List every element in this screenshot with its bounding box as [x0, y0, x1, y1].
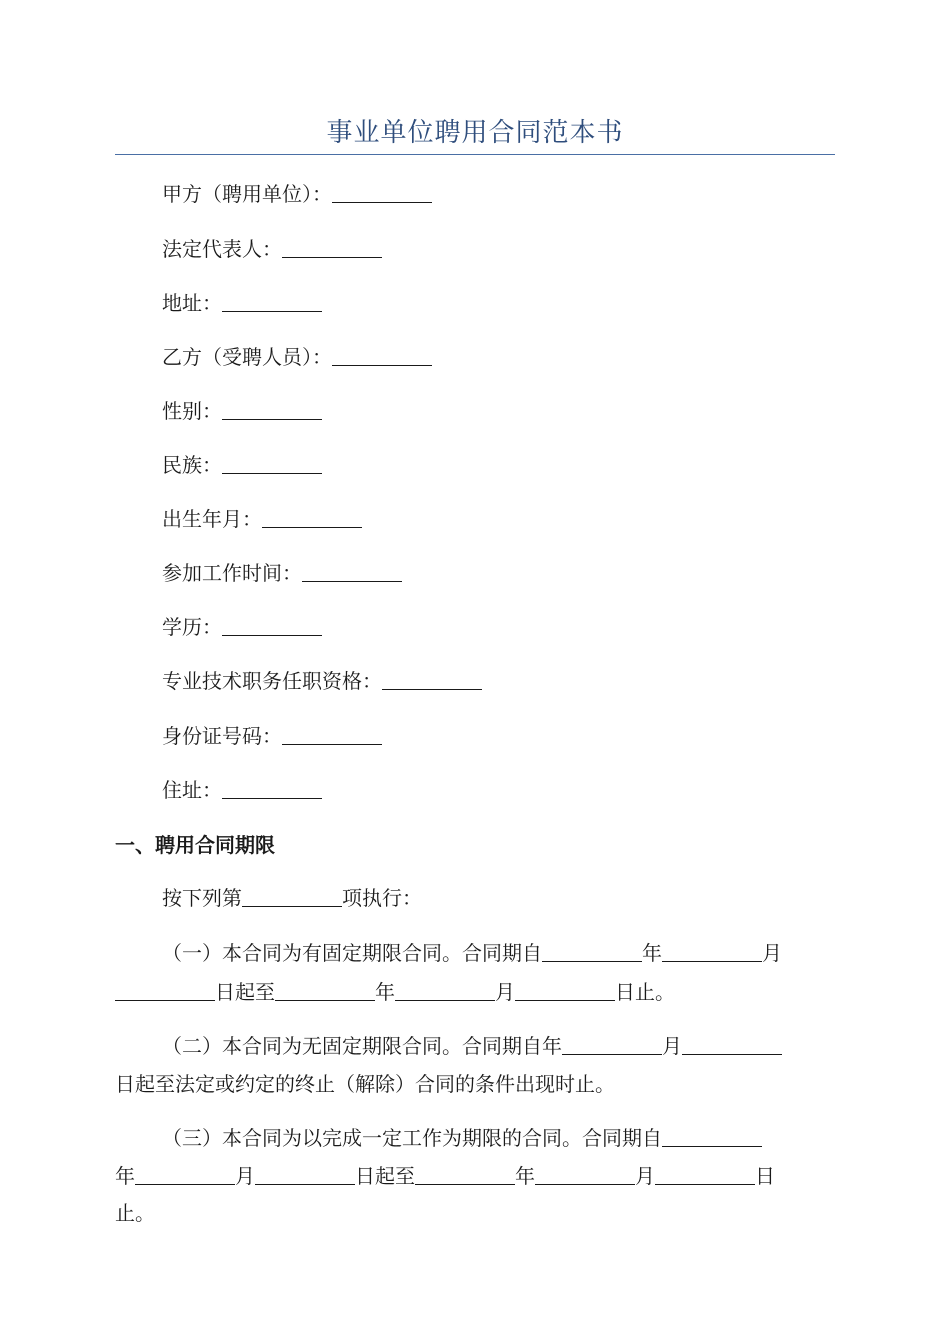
clause-text: 日起至	[355, 1164, 415, 1188]
blank-line[interactable]	[382, 669, 482, 690]
field-ethnicity	[162, 452, 322, 478]
clause-3-line-2	[115, 1163, 775, 1189]
blank-line[interactable]	[275, 980, 375, 1001]
blank-line[interactable]	[395, 980, 495, 1001]
clause-text: 年	[642, 941, 662, 965]
blank-line[interactable]	[222, 399, 322, 420]
blank-line[interactable]	[332, 182, 432, 203]
intro-text: 按下列第	[162, 886, 242, 910]
clause-1-line-1	[162, 940, 782, 966]
clause-text: 年	[375, 980, 395, 1004]
blank-line[interactable]	[515, 980, 615, 1001]
title-underline	[115, 154, 835, 155]
clause-2-line-1	[162, 1033, 782, 1059]
clause-3-line-3: 止。	[115, 1201, 155, 1225]
blank-line[interactable]	[282, 724, 382, 745]
section-heading: 一、聘用合同期限	[115, 833, 275, 857]
field-gender	[162, 398, 322, 424]
clause-text: （一）本合同为有固定期限合同。合同期自	[162, 941, 542, 965]
blank-line[interactable]	[302, 561, 402, 582]
clause-text: 月	[762, 941, 782, 965]
blank-line[interactable]	[115, 980, 215, 1001]
blank-line[interactable]	[222, 615, 322, 636]
blank-line[interactable]	[282, 237, 382, 258]
clause-2-line-2: 日起至法定或约定的终止（解除）合同的条件出现时止。	[115, 1072, 615, 1096]
clause-text: 月	[495, 980, 515, 1004]
field-label: 乙方（受聘人员）：	[162, 345, 332, 369]
blank-line[interactable]	[415, 1164, 515, 1185]
field-party-b	[162, 344, 432, 370]
field-id-number	[162, 723, 382, 749]
clause-text: 月	[635, 1164, 655, 1188]
field-professional-title	[162, 668, 482, 694]
blank-line[interactable]	[135, 1164, 235, 1185]
field-label: 性别：	[162, 399, 222, 423]
blank-line[interactable]	[655, 1164, 755, 1185]
blank-line[interactable]	[242, 886, 342, 907]
clause-text: 月	[235, 1164, 255, 1188]
field-party-a	[162, 181, 432, 207]
field-address	[162, 290, 322, 316]
field-label: 学历：	[162, 615, 222, 639]
field-label: 住址：	[162, 778, 222, 802]
clause-1-line-2	[115, 979, 675, 1005]
blank-line[interactable]	[562, 1034, 662, 1055]
clause-text: 年	[115, 1164, 135, 1188]
blank-line[interactable]	[332, 345, 432, 366]
field-label: 甲方（聘用单位）：	[162, 182, 332, 206]
field-label: 身份证号码：	[162, 724, 282, 748]
field-label: 出生年月：	[162, 507, 262, 531]
field-label: 民族：	[162, 453, 222, 477]
blank-line[interactable]	[535, 1164, 635, 1185]
field-label: 专业技术职务任职资格：	[162, 669, 382, 693]
blank-line[interactable]	[222, 453, 322, 474]
field-label: 地址：	[162, 291, 222, 315]
document-title: 事业单位聘用合同范本书	[326, 118, 624, 148]
field-residence	[162, 777, 322, 803]
blank-line[interactable]	[222, 778, 322, 799]
blank-line[interactable]	[222, 291, 322, 312]
clause-text: 日止。	[615, 980, 675, 1004]
blank-line[interactable]	[262, 507, 362, 528]
clause-text: 日	[755, 1164, 775, 1188]
field-work-start-date	[162, 560, 402, 586]
field-education	[162, 614, 322, 640]
field-label: 法定代表人：	[162, 237, 282, 261]
blank-line[interactable]	[662, 941, 762, 962]
clause-text: 年	[515, 1164, 535, 1188]
clause-text: 日起至	[215, 980, 275, 1004]
clause-text: （三）本合同为以完成一定工作为期限的合同。合同期自	[162, 1126, 662, 1150]
intro-text: 项执行：	[342, 886, 422, 910]
blank-line[interactable]	[662, 1126, 762, 1147]
field-birth-date	[162, 506, 362, 532]
field-legal-representative	[162, 236, 382, 262]
blank-line[interactable]	[682, 1034, 782, 1055]
blank-line[interactable]	[255, 1164, 355, 1185]
clause-3-line-1	[162, 1125, 762, 1151]
blank-line[interactable]	[542, 941, 642, 962]
field-label: 参加工作时间：	[162, 561, 302, 585]
section-intro	[162, 885, 422, 911]
clause-text: （二）本合同为无固定期限合同。合同期自年	[162, 1034, 562, 1058]
clause-text: 月	[662, 1034, 682, 1058]
